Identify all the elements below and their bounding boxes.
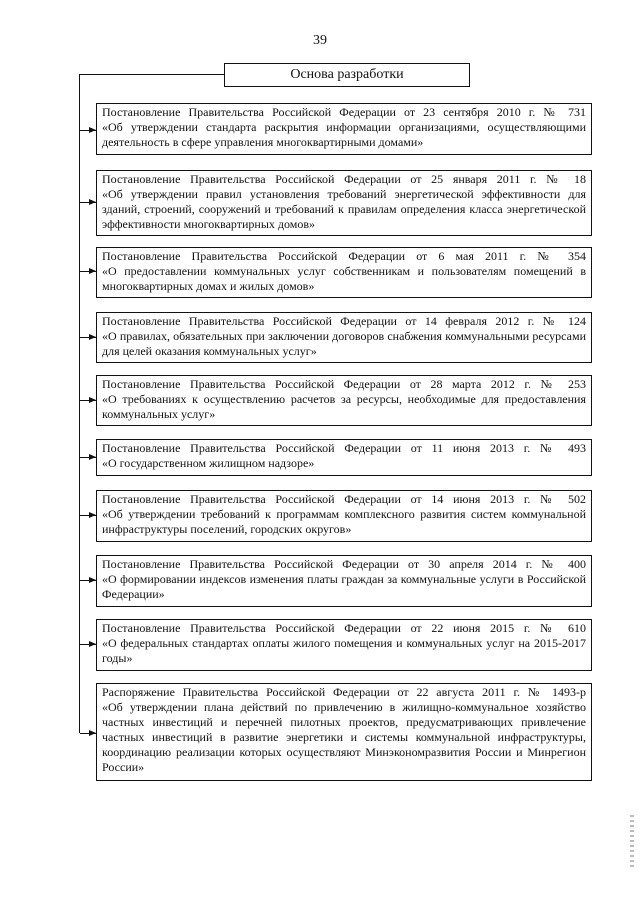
document-text: «Об утверждении стандарта раскрытия информации организациями, осуществляющими деятельность в сфере управления многоквартирными домами» [102, 120, 586, 149]
document-box [96, 683, 592, 781]
document-box [96, 619, 592, 671]
document-heading: Постановление Правительства Российской Федерации от 25 января 2011 г. № 18 [102, 172, 586, 186]
document-text: «Об утверждении правил установления требований энергетической эффективности для зданий, строений, сооружений и требований к правилам определения класса энергетической эффективности многоквартирных домов» [102, 187, 586, 231]
document-box [96, 555, 592, 607]
document-box [96, 490, 592, 542]
arrow-icon [80, 337, 96, 338]
document-text: «О государственном жилищном надзоре» [102, 456, 315, 470]
document-heading: Постановление Правительства Российской Федерации от 14 июня 2013 г. № 502 [102, 492, 586, 506]
document-heading: Постановление Правительства Российской Федерации от 11 июня 2013 г. № 493 [102, 441, 586, 455]
arrow-icon [80, 130, 96, 131]
arrow-icon [80, 644, 96, 645]
document-text: «Об утверждении требований к программам комплексного развития систем коммунальной инфраструктуры поселений, городских округов» [102, 507, 586, 536]
document-text: «Об утверждении плана действий по привлечению в жилищно-коммунальное хозяйство частных инвестиций и перечней пилотных проектов, предусматривающих привлечение частных инвестиций в развитие энергетики и системы коммунальной инфраструктуры, координацию реализации которых осуществляют Минэкономразвития России и Минрегион России» [102, 700, 586, 774]
arrow-icon [80, 271, 96, 272]
diagram-title: Основа разработки [290, 67, 404, 82]
arrow-icon [80, 457, 96, 458]
document-heading: Постановление Правительства Российской Федерации от 22 июня 2015 г. № 610 [102, 621, 586, 635]
document-text: «О федеральных стандартах оплаты жилого помещения и коммунальных услуг на 2015-2017 годы» [102, 636, 586, 665]
arrow-icon [80, 202, 96, 203]
document-box [96, 375, 592, 426]
document-heading: Постановление Правительства Российской Федерации от 6 мая 2011 г. № 354 [102, 249, 586, 263]
document-text: «О правилах, обязательных при заключении договоров снабжения коммунальными ресурсами для целей оказания коммунальных услуг» [102, 329, 586, 358]
connector-trunk [79, 74, 80, 733]
document-heading: Постановление Правительства Российской Федерации от 14 февраля 2012 г. № 124 [102, 314, 586, 328]
diagram-title-box [224, 63, 470, 87]
arrow-icon [80, 733, 96, 734]
document-box [96, 103, 592, 155]
document-text: «О требованиях к осуществлению расчетов за ресурсы, необходимые для предоставления коммунальных услуг» [102, 392, 586, 421]
arrow-icon [80, 580, 96, 581]
page-number: 39 [313, 33, 327, 48]
arrow-icon [80, 400, 96, 401]
document-heading: Постановление Правительства Российской Федерации от 30 апреля 2014 г. № 400 [102, 557, 586, 571]
document-box [96, 312, 592, 363]
document-box [96, 247, 592, 298]
document-text: «О формировании индексов изменения платы граждан за коммунальные услуги в Российской Федерации» [102, 572, 586, 601]
document-text: «О предоставлении коммунальных услуг собственникам и пользователям помещений в многоквартирных домах и жилых домов» [102, 264, 586, 293]
document-box [96, 439, 592, 476]
arrow-icon [80, 515, 96, 516]
document-heading: Распоряжение Правительства Российской Федерации от 22 августа 2011 г. № 1493-р [102, 685, 586, 699]
margin-mark [630, 815, 634, 870]
connector-line-top [79, 74, 224, 75]
document-heading: Постановление Правительства Российской Федерации от 23 сентября 2010 г. № 731 [102, 105, 586, 119]
document-box [96, 170, 592, 236]
document-heading: Постановление Правительства Российской Федерации от 28 марта 2012 г. № 253 [102, 377, 586, 391]
